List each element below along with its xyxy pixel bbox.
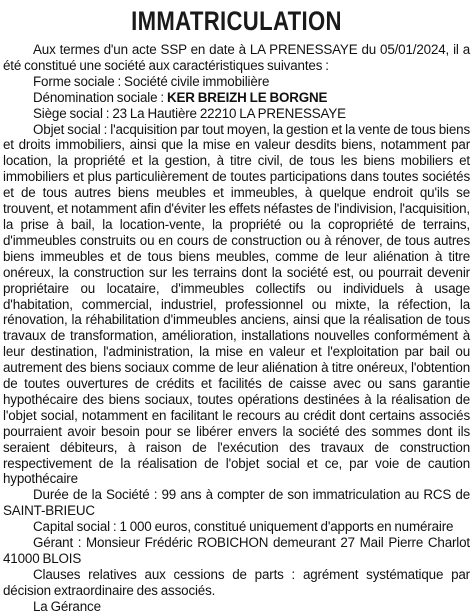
denomination-label: Dénomination sociale :	[33, 89, 167, 105]
denomination-value: KER BREIZH LE BORGNE	[166, 89, 328, 105]
siege-social-line: Siège social : 23 La Hautière 22210 LA PRENESSAYE	[33, 105, 346, 121]
capital-line: Capital social : 1 000 euros, constitué uniquement d'apports en numéraire	[33, 519, 454, 535]
notice-title: IMMATRICULATION	[131, 6, 342, 36]
duree-paragraph: Durée de la Société : 99 ans à compter de son immatriculation au RCS de SAINT-BRIEUC	[3, 487, 470, 519]
forme-sociale-line: Forme sociale : Société civile immobilière	[33, 73, 270, 89]
objet-social-paragraph: Objet social : l'acquisition par tout moyen, la gestion et la vente de tous biens et droits immobiliers, ainsi que la mise en valeur desdits biens, notamment par location, la propriété et la gestion, à titre civil, de tous les biens mobiliers et immobiliers et plus particulièrement de toutes participations dans toutes sociétés et de tous autres biens meubles et immeubles, à quelque endroit qu'ils se trouvent, et notamment afin d'éviter les effets néfastes de l'indivision, l'acquisition, la prise à bail, la location-vente, la propriété ou la copropriété de terrains, d'immeubles construits ou en cours de construction ou à rénover, de tous autres biens immeubles et de tous biens meubles, comme de leur aliénation à titre onéreux, la construction sur les terrains dont la société est, ou pourrait devenir propriétaire ou locataire, d'immeubles collectifs ou individuels à usage d'habitation, commercial, industriel, professionnel ou mixte, la réfection, la rénovation, la réhabilitation d'immeubles anciens, ainsi que la réalisation de tous travaux de transformation, amélioration, installations nouvelles conformément à leur destination, l'administration, la mise en valeur et l'exploitation par bail ou autrement des biens sociaux comme de leur aliénation à titre onéreux, l'obtention de toutes ouvertures de crédits et facilités de caisse avec ou sans garantie hypothécaire des biens sociaux, toutes opérations destinées à la réalisation de l'objet social, notamment en facilitant le recours au crédit dont certains associés pourraient avoir besoin pour se libérer envers la société des sommes dont ils seraient débiteurs, à raison de l'exécution des travaux de construction respectivement de la réalisation de l'objet social et ce, par voie de caution hypothécaire	[3, 121, 470, 487]
denomination-line	[3, 90, 470, 106]
signature-line: La Gérance	[33, 598, 101, 614]
gerant-paragraph: Gérant : Monsieur Frédéric ROBICHON demeurant 27 Mail Pierre Charlot 41000 BLOIS	[3, 535, 470, 566]
notice-body	[3, 42, 470, 615]
intro-paragraph: Aux termes d'un acte SSP en date à LA PRENESSAYE du 05/01/2024, il a été constitué une société aux caractéristiques suivantes :	[3, 42, 470, 73]
clauses-paragraph: Clauses relatives aux cessions de parts : agrément systématique par décision extraordinaire des associés.	[3, 566, 470, 598]
